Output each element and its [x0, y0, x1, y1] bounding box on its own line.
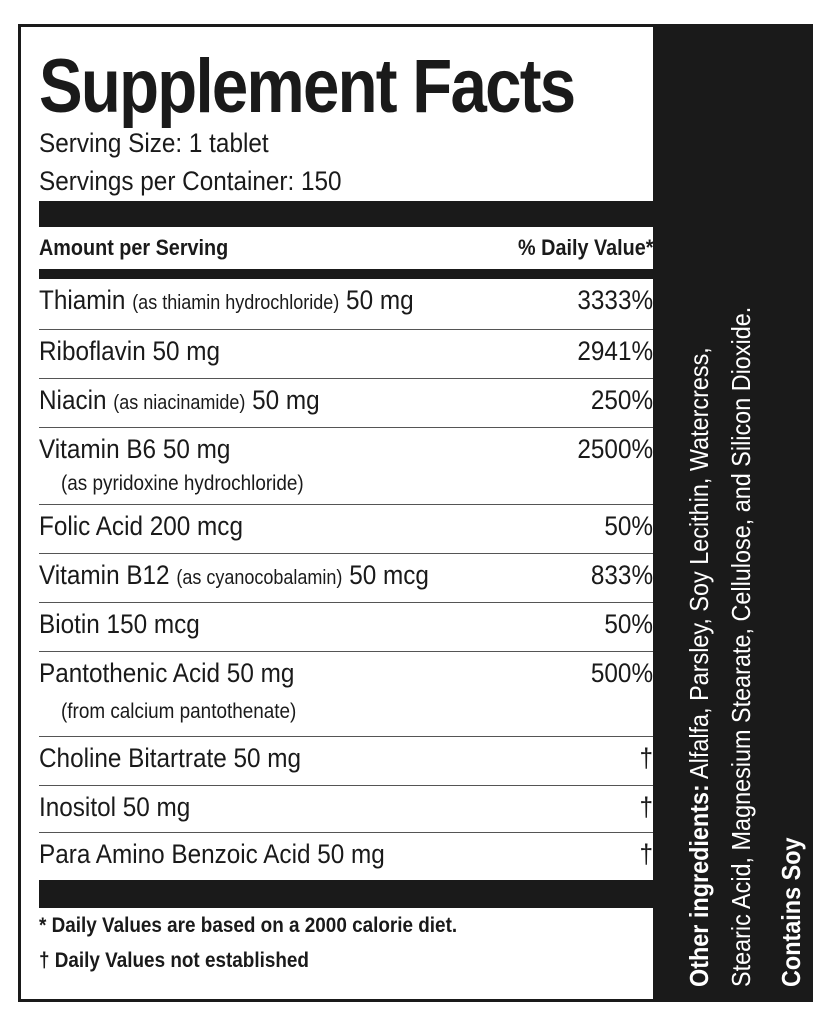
other-ingredients-label: Other ingredients:	[684, 784, 714, 987]
contains-allergen: Contains Soy	[776, 837, 806, 987]
nutrient-name: Para Amino Benzoic Acid 50 mg	[39, 839, 385, 869]
nutrient-daily-value: 2941%	[577, 336, 653, 366]
nutrient-row	[39, 505, 653, 554]
other-ingredients-line-1: Alfalfa, Parsley, Soy Lecithin, Watercress,	[684, 347, 714, 779]
nutrient-daily-value: †	[639, 839, 653, 869]
other-ingredients-panel	[653, 27, 813, 999]
nutrient-name: Niacin (as niacinamide) 50 mg	[39, 385, 320, 415]
nutrient-row	[39, 786, 653, 833]
nutrient-row	[39, 833, 653, 879]
thick-divider-bottom	[39, 880, 653, 908]
nutrient-row	[39, 428, 653, 505]
nutrient-row	[39, 379, 653, 428]
nutrient-name: Pantothenic Acid 50 mg	[39, 658, 295, 688]
column-header	[39, 235, 653, 265]
footnote-daily-values: * Daily Values are based on a 2000 calorie diet.	[39, 914, 458, 937]
divider-header	[39, 269, 653, 279]
nutrient-name: Biotin 150 mcg	[39, 609, 200, 639]
nutrient-row	[39, 737, 653, 786]
nutrient-daily-value: 50%	[604, 511, 653, 541]
label-title: Supplement Facts	[39, 44, 575, 129]
nutrient-daily-value: 2500%	[577, 434, 653, 464]
nutrient-daily-value: 500%	[590, 658, 653, 688]
nutrient-row	[39, 279, 653, 330]
nutrient-source: (as pyridoxine hydrochloride)	[61, 472, 304, 495]
nutrient-row	[39, 330, 653, 379]
nutrient-name: Thiamin (as thiamin hydrochloride) 50 mg	[39, 285, 414, 315]
nutrient-name: Riboflavin 50 mg	[39, 336, 221, 366]
footnote-not-established: † Daily Values not established	[39, 949, 309, 972]
supplement-facts-label	[18, 24, 813, 1002]
nutrient-name: Vitamin B6 50 mg	[39, 434, 231, 464]
facts-panel	[39, 27, 653, 999]
nutrient-daily-value: 50%	[604, 609, 653, 639]
nutrient-daily-value: †	[639, 792, 653, 822]
nutrient-name: Choline Bitartrate 50 mg	[39, 743, 302, 773]
nutrient-daily-value: 3333%	[577, 285, 653, 315]
thick-divider-top	[39, 201, 653, 227]
serving-size: Serving Size: 1 tablet	[39, 128, 269, 158]
daily-value-header: % Daily Value*	[517, 235, 653, 260]
other-ingredients-line-2: Stearic Acid, Magnesium Stearate, Cellulose, and Silicon Dioxide.	[726, 306, 756, 987]
nutrient-row	[39, 652, 653, 737]
nutrient-daily-value: †	[639, 743, 653, 773]
nutrient-daily-value: 833%	[590, 560, 653, 590]
other-ingredients-text	[678, 231, 812, 987]
nutrient-row	[39, 554, 653, 603]
nutrient-row	[39, 603, 653, 652]
nutrient-source: (from calcium pantothenate)	[61, 700, 297, 723]
nutrient-name: Inositol 50 mg	[39, 792, 191, 822]
nutrient-name: Folic Acid 200 mcg	[39, 511, 243, 541]
nutrient-daily-value: 250%	[590, 385, 653, 415]
servings-per-container: Servings per Container: 150	[39, 166, 342, 196]
nutrient-name: Vitamin B12 (as cyanocobalamin) 50 mcg	[39, 560, 429, 590]
amount-per-serving-header: Amount per Serving	[39, 235, 229, 260]
